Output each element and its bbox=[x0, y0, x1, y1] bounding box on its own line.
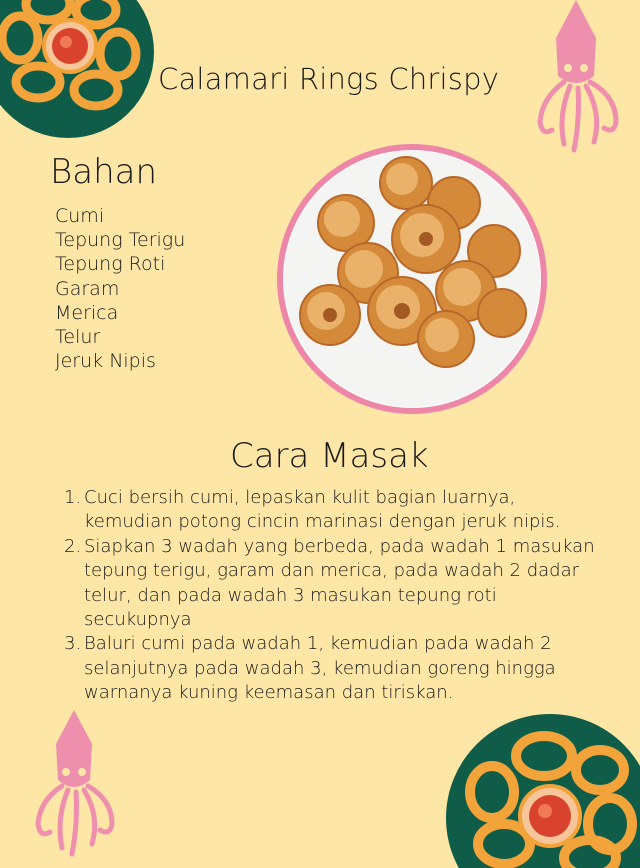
step-number: 3. bbox=[64, 633, 82, 655]
list-item bbox=[64, 632, 609, 705]
list-item: Tepung Terigu bbox=[55, 229, 186, 252]
squid-icon bbox=[528, 0, 624, 158]
calamari-photo bbox=[276, 143, 548, 415]
step-text: Cuci bersih cumi, lepaskan kulit bagian luarnya, kemudian potong cincin marinasi dengan jeruk nipis. bbox=[84, 487, 561, 533]
step-text: Baluri cumi pada wadah 1, kemudian pada wadah 2 selanjutnya pada wadah 3, kemudian goreng hingga warnanya kuning keemasan dan tiriskan. bbox=[84, 633, 556, 704]
list-item: Cumi bbox=[55, 205, 105, 227]
ingredients-list bbox=[55, 204, 185, 373]
list-item: Garam bbox=[55, 277, 120, 300]
list-item: Tepung Roti bbox=[55, 253, 166, 276]
method-heading: Cara Masak bbox=[230, 436, 429, 476]
ingredients-heading: Bahan bbox=[50, 152, 158, 192]
method-steps bbox=[64, 486, 609, 706]
onion-rings-plate-icon bbox=[440, 708, 640, 868]
page-title: Calamari Rings Chrispy bbox=[158, 62, 500, 96]
list-item bbox=[64, 486, 609, 535]
step-number: 1. bbox=[64, 487, 82, 508]
step-text: Siapkan 3 wadah yang berbeda, pada wadah 1 masukan tepung terigu, garam dan merica, pada wadah 2 dadar telur, dan pada wadah 3 masukan tepung roti secukupnya bbox=[84, 535, 595, 631]
list-item: Jeruk Nipis bbox=[55, 350, 156, 373]
step-number: 2. bbox=[64, 535, 82, 557]
squid-icon bbox=[28, 708, 118, 858]
list-item bbox=[64, 535, 609, 633]
list-item: Merica bbox=[55, 301, 119, 324]
onion-rings-plate-icon bbox=[0, 0, 158, 142]
list-item: Telur bbox=[55, 326, 101, 349]
